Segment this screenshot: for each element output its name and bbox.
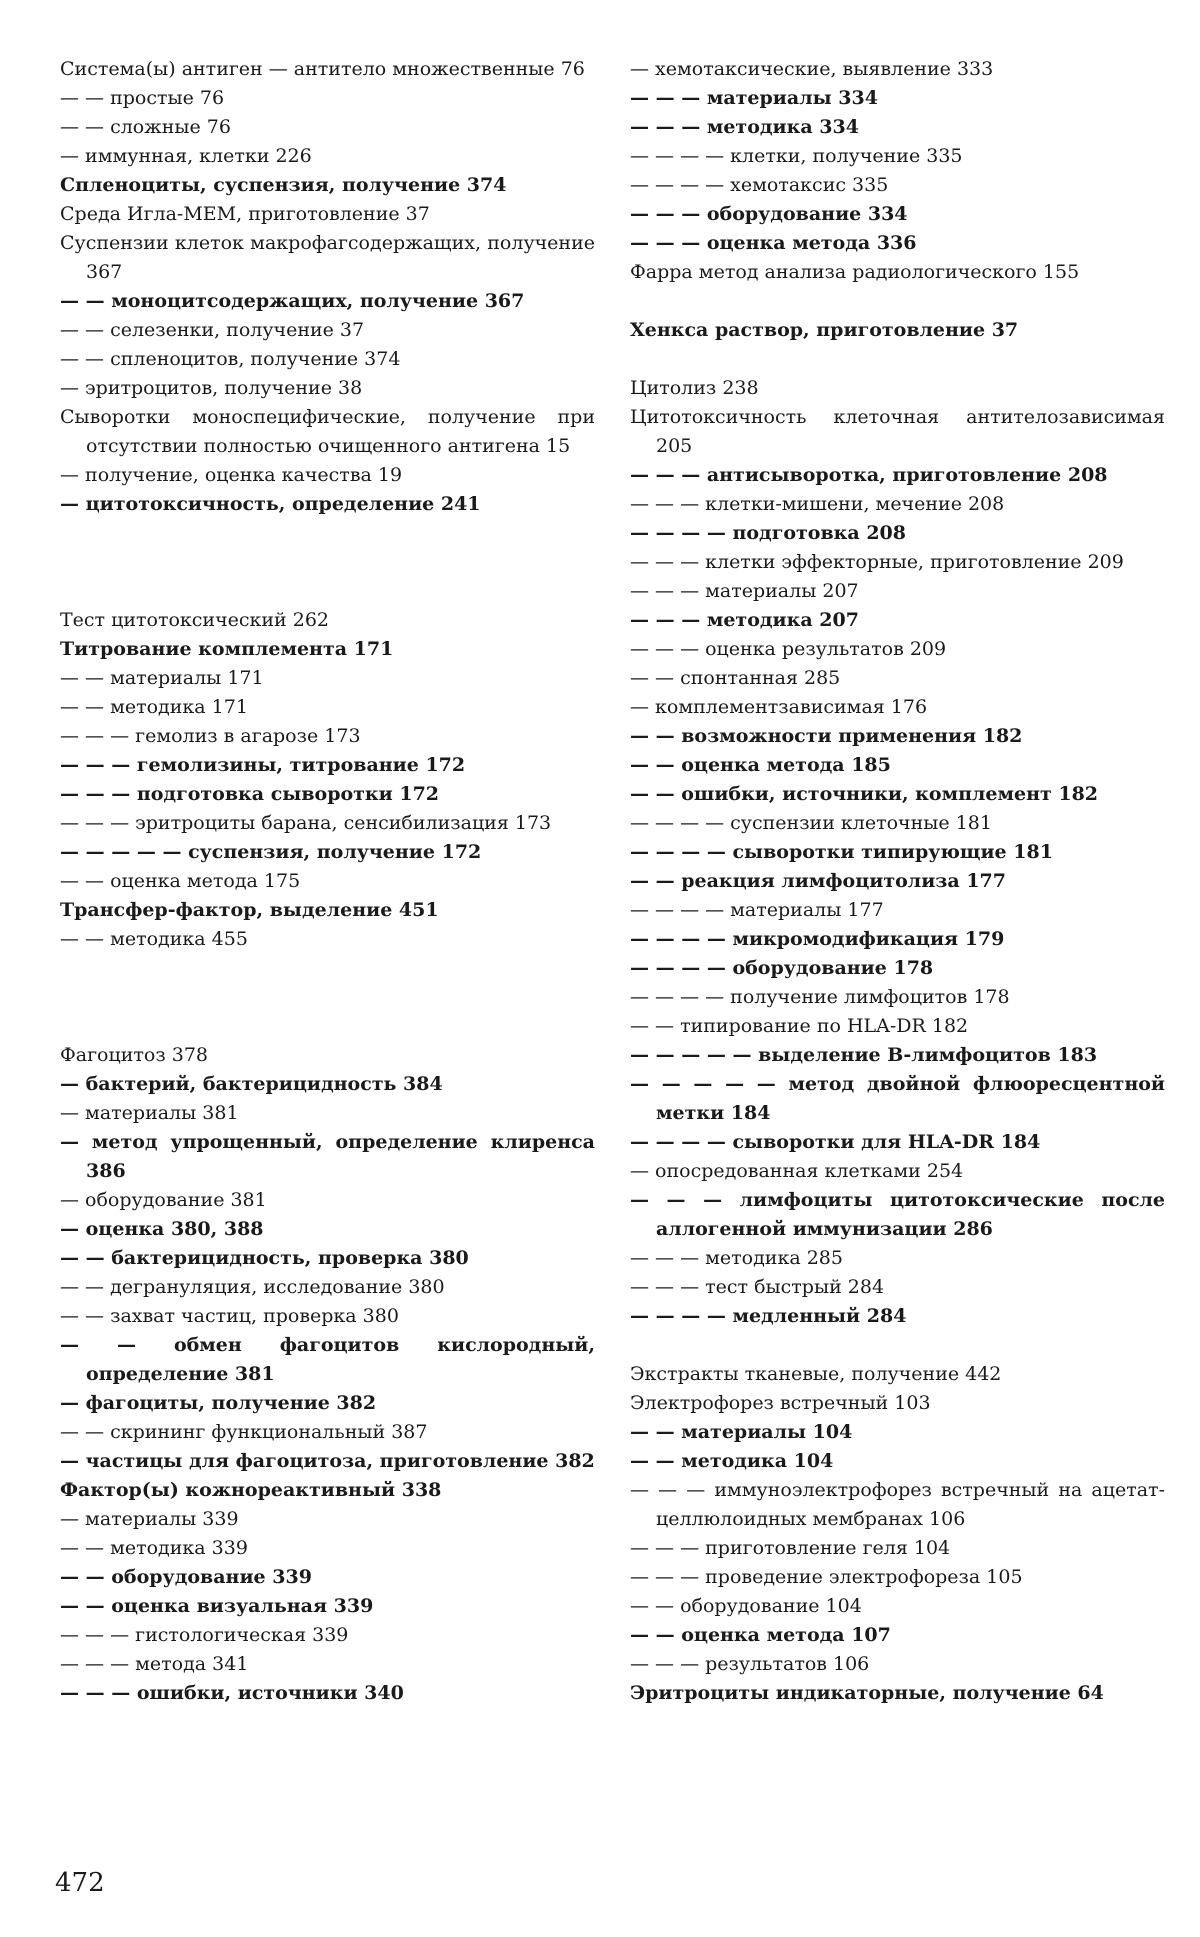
index-entry: — частицы для фагоцитоза, приготовление 382 <box>60 1450 595 1472</box>
index-entry: — материалы 339 <box>60 1508 239 1530</box>
index-entry: — — — клетки эффекторные, приготовление 209 <box>630 551 1124 573</box>
index-entry: — — — ошибки, источники 340 <box>60 1682 404 1704</box>
index-entry: Фагоцитоз 378 <box>60 1044 208 1066</box>
index-entry: — — — проведение электрофореза 105 <box>630 1566 1023 1588</box>
index-entry: — — — методика 207 <box>630 609 859 631</box>
page-number: 472 <box>55 1868 105 1898</box>
index-entry: — — методика 171 <box>60 696 248 718</box>
index-entry: — — — гемолизины, титрование 172 <box>60 754 466 776</box>
index-entry: Среда Игла-MEM, приготовление 37 <box>60 203 430 225</box>
index-entry: — — методика 104 <box>630 1450 834 1472</box>
index-column-right <box>630 55 1165 1708</box>
index-entry: — материалы 381 <box>60 1102 239 1124</box>
index-entry: — — — — подготовка 208 <box>630 522 906 544</box>
index-entry: — — — эритроциты барана, сенсибилизация 173 <box>60 812 552 834</box>
index-entry: — — — оборудование 334 <box>630 203 908 225</box>
index-entry: — — — — сыворотки для HLA-DR 184 <box>630 1131 1041 1153</box>
index-entry: — — оценка метода 107 <box>630 1624 891 1646</box>
index-entry: Хенкса раствор, приготовление 37 <box>630 319 1019 341</box>
index-entry: Спленоциты, суспензия, получение 374 <box>60 174 507 196</box>
index-entry: — — — — оборудование 178 <box>630 957 934 979</box>
index-entry: — — методика 455 <box>60 928 248 950</box>
index-entry: — — — — суспензии клеточные 181 <box>630 812 992 834</box>
index-entry: — фагоциты, получение 382 <box>60 1392 377 1414</box>
index-entry: Система(ы) антиген — антитело множественные 76 <box>60 58 585 80</box>
index-entry: — комплементзависимая 176 <box>630 696 928 718</box>
index-entry: — — — методика 334 <box>630 116 859 138</box>
index-entry: Трансфер-фактор, выделение 451 <box>60 899 439 921</box>
index-entry: — — — результатов 106 <box>630 1653 870 1675</box>
section-gap <box>60 519 595 606</box>
index-column-left <box>60 55 595 1708</box>
index-entry: Эритроциты индикаторные, получение 64 <box>630 1682 1104 1704</box>
index-entry: — оборудование 381 <box>60 1189 267 1211</box>
index-entry: — — — материалы 207 <box>630 580 859 602</box>
index-entry: Экстракты тканевые, получение 442 <box>630 1363 1002 1385</box>
index-entry: — — — оценка результатов 209 <box>630 638 947 660</box>
index-entry: Сыворотки моноспецифические, получение при отсутствии полностью очищенного антигена 15 <box>60 406 595 457</box>
index-entry: — — типирование по HLA-DR 182 <box>630 1015 969 1037</box>
index-entry: — — — — хемотаксис 335 <box>630 174 889 196</box>
index-entry: — — — — — метод двойной флюоресцентной метки 184 <box>630 1073 1165 1124</box>
index-entry: Цитотоксичность клеточная антителозависимая 205 <box>630 406 1165 457</box>
index-entry: — — — — медленный 284 <box>630 1305 907 1327</box>
index-entry: — — — — сыворотки типирующие 181 <box>630 841 1053 863</box>
index-entry: — — — — — выделение В-лимфоцитов 183 <box>630 1044 1098 1066</box>
index-entry: — эритроцитов, получение 38 <box>60 377 363 399</box>
section-gap <box>630 287 1165 316</box>
index-entry: — — моноцитсодержащих, получение 367 <box>60 290 525 312</box>
section-gap <box>630 345 1165 374</box>
index-entry: — — — тест быстрый 284 <box>630 1276 885 1298</box>
index-entry: — — — гемолиз в агарозе 173 <box>60 725 361 747</box>
index-entry: — — — клетки-мишени, мечение 208 <box>630 493 1005 515</box>
index-entry: — — — лимфоциты цитотоксические после аллогенной иммунизации 286 <box>630 1189 1165 1240</box>
index-entry: — — — гистологическая 339 <box>60 1624 349 1646</box>
index-entry: — — ошибки, источники, комплемент 182 <box>630 783 1099 805</box>
section-gap <box>630 1331 1165 1360</box>
index-entry: — — материалы 104 <box>630 1421 853 1443</box>
index-entry: — — — подготовка сыворотки 172 <box>60 783 440 805</box>
index-entry: — — методика 339 <box>60 1537 248 1559</box>
index-entry: — — оценка метода 175 <box>60 870 301 892</box>
index-entry: — — оценка метода 185 <box>630 754 891 776</box>
index-entry: — — — антисыворотка, приготовление 208 <box>630 464 1108 486</box>
index-entry: Суспензии клеток макрофагсодержащих, получение 367 <box>60 232 595 283</box>
index-entry: — — скрининг функциональный 387 <box>60 1421 428 1443</box>
index-entry: — — — иммуноэлектрофорез встречный на ацетат-целлюлоидных мембранах 106 <box>630 1479 1165 1530</box>
index-entry: — — обмен фагоцитов кислородный, определение 381 <box>60 1334 595 1385</box>
index-entry: — иммунная, клетки 226 <box>60 145 312 167</box>
index-entry: — цитотоксичность, определение 241 <box>60 493 481 515</box>
index-entry: — — — — клетки, получение 335 <box>630 145 963 167</box>
index-entry: — — бактерицидность, проверка 380 <box>60 1247 469 1269</box>
index-entry: — — — метода 341 <box>60 1653 249 1675</box>
index-entry: — метод упрощенный, определение клиренса 386 <box>60 1131 595 1182</box>
index-entry: — — захват частиц, проверка 380 <box>60 1305 399 1327</box>
index-entry: — — селезенки, получение 37 <box>60 319 365 341</box>
index-entry: Фактор(ы) кожнореактивный 338 <box>60 1479 442 1501</box>
index-entry: — — оценка визуальная 339 <box>60 1595 374 1617</box>
index-entry: Титрование комплемента 171 <box>60 638 394 660</box>
index-entry: — — спонтанная 285 <box>630 667 841 689</box>
index-entry: — — оборудование 104 <box>630 1595 862 1617</box>
index-entry: — — дегрануляция, исследование 380 <box>60 1276 445 1298</box>
index-entry: — хемотаксические, выявление 333 <box>630 58 994 80</box>
index-entry: — — простые 76 <box>60 87 225 109</box>
index-entry: — — — материалы 334 <box>630 87 878 109</box>
index-entry: — — спленоцитов, получение 374 <box>60 348 401 370</box>
index-entry: — — оборудование 339 <box>60 1566 312 1588</box>
index-entry: — — — — микромодификация 179 <box>630 928 1005 950</box>
index-entry: — — — оценка метода 336 <box>630 232 917 254</box>
section-gap <box>60 954 595 1041</box>
index-entry: — — возможности применения 182 <box>630 725 1023 747</box>
index-entry: — — — приготовление геля 104 <box>630 1537 951 1559</box>
index-entry: — бактерий, бактерицидность 384 <box>60 1073 443 1095</box>
index-entry: Фарра метод анализа радиологического 155 <box>630 261 1080 283</box>
index-entry: — — — методика 285 <box>630 1247 843 1269</box>
index-entry: — — материалы 171 <box>60 667 264 689</box>
index-entry: Тест цитотоксический 262 <box>60 609 330 631</box>
index-entry: — — — — — суспензия, получение 172 <box>60 841 482 863</box>
index-entry: — — реакция лимфоцитолиза 177 <box>630 870 1006 892</box>
index-entry: — — — — материалы 177 <box>630 899 884 921</box>
index-entry: Электрофорез встречный 103 <box>630 1392 931 1414</box>
index-entry: — — сложные 76 <box>60 116 231 138</box>
index-entry: — получение, оценка качества 19 <box>60 464 403 486</box>
index-entry: — — — — получение лимфоцитов 178 <box>630 986 1010 1008</box>
index-entry: — опосредованная клетками 254 <box>630 1160 964 1182</box>
index-entry: — оценка 380, 388 <box>60 1218 264 1240</box>
index-entry: Цитолиз 238 <box>630 377 759 399</box>
